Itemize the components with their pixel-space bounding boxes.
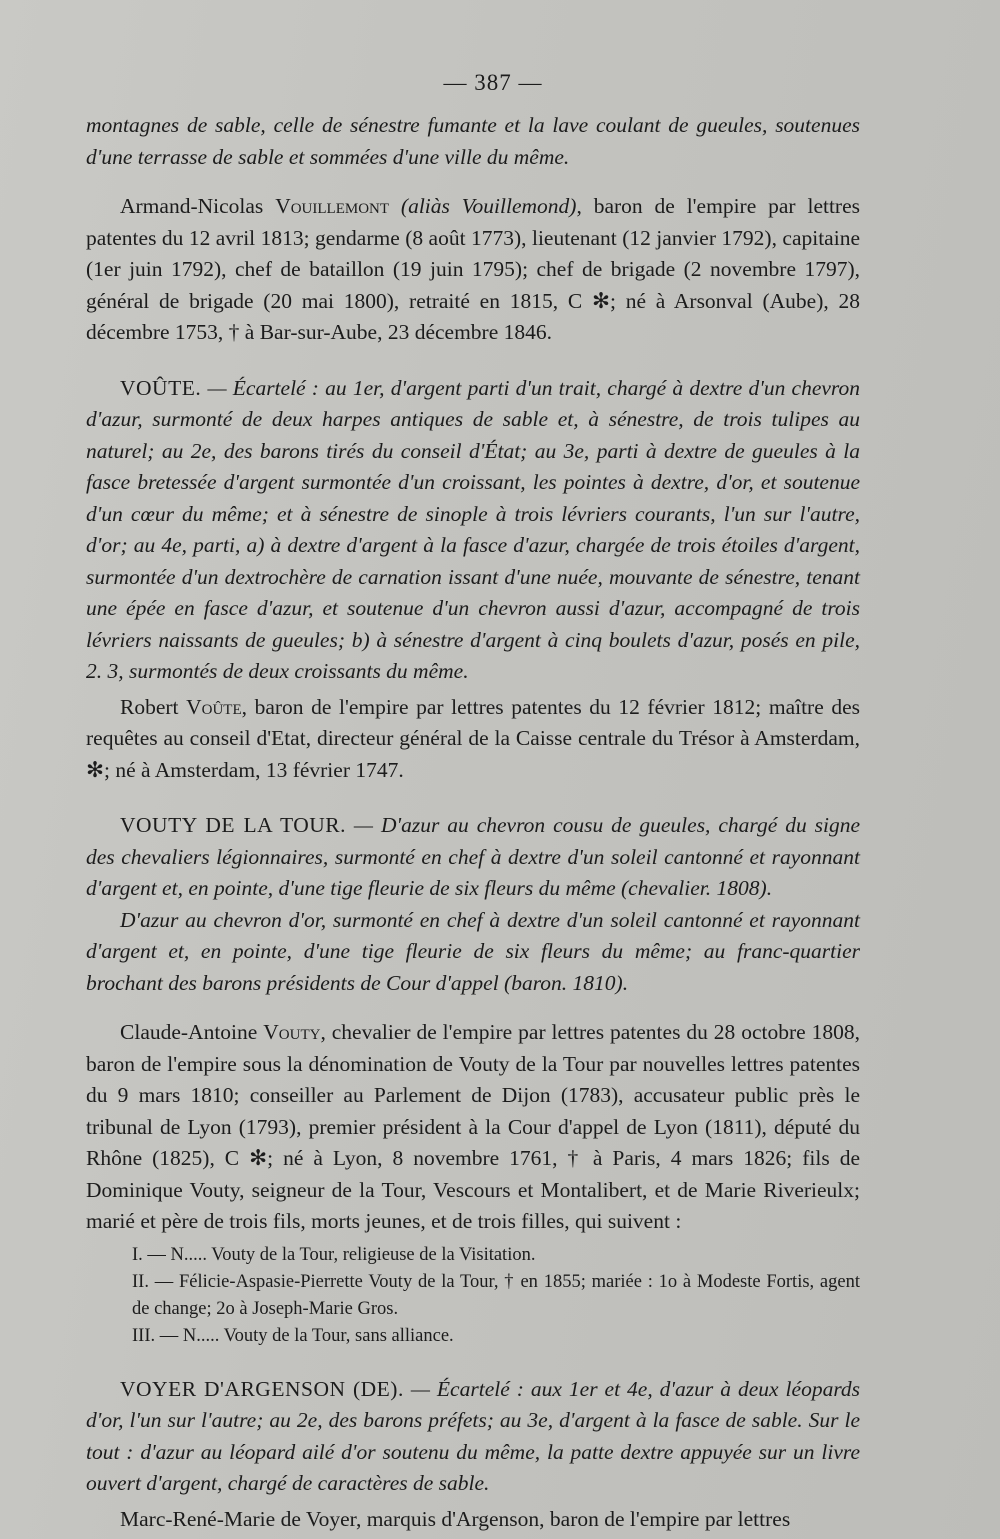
vouty-blazon-2: D'azur au chevron d'or, surmonté en chef à dextre d'un soleil cantonné et rayonnant d'argent et, en pointe, d'une tige fleurie de six fleurs du même; au franc-quartier brochant des barons présidents de Cour d'appel (baron. 1810). <box>86 907 860 995</box>
child-item: I. — N..... Vouty de la Tour, religieuse de la Visitation. <box>132 1244 536 1265</box>
voute-heading: VOÛTE. <box>120 375 202 400</box>
vouty-children-list <box>86 1242 860 1350</box>
vouty-person-surname: Vouty <box>263 1020 321 1044</box>
continuation-paragraph: montagnes de sable, celle de sénestre fumante et la lave coulant de gueules, soutenues d'une terrasse de sable et sommées d'une ville du même. <box>86 113 860 169</box>
vouty-person-first: Claude-Antoine <box>120 1020 258 1044</box>
vouillemont-name: Armand-Nicolas <box>120 194 264 218</box>
voute-person-first: Robert <box>120 694 179 719</box>
vouillemont-text: , baron de l'empire par lettres patentes du 12 avril 1813; gendarme (8 août 1773), lieutenant (12 janvier 1792), capitaine (1er juin 1792), chef de bataillon (19 juin 1795); chef de brigade (2 novembre 1797), général de brigade (20 mai 1800), retraité en 1815, C ✻; né à Arsonval (Aube), 28 décembre 1753, † à Bar-sur-Aube, 23 décembre 1846. <box>86 194 861 344</box>
voyer-person-paragraph: Marc-René-Marie de Voyer, marquis d'Argenson, baron de l'empire par lettres <box>120 1506 791 1531</box>
voute-person-text: , baron de l'empire par lettres patentes du 12 février 1812; maître des requêtes au conseil d'Etat, directeur général de la Caisse centrale du Trésor à Amsterdam, ✻; né à Amsterdam, 13 février 1747. <box>86 694 860 782</box>
voyer-blazon: — Écartelé : aux 1er et 4e, d'azur à deux léopards d'or, l'un sur l'autre; au 2e, des barons préfets; au 3e, d'argent à la fasce de sable. Sur le tout : d'azur au léopard ailé d'or soutenu du même, la patte dextre appuyée sur un livre ouvert d'argent, chargé de caractères de sable. <box>86 1376 861 1495</box>
voyer-heading: VOYER D'ARGENSON (DE). <box>120 1376 404 1401</box>
page-number: — 387 — <box>443 70 543 95</box>
voute-person-paragraph <box>86 692 860 787</box>
child-item: II. — Félicie-Aspasie-Pierrette Vouty de la Tour, † en 1855; mariée : 1o à Modeste Fortis, agent de change; 2o à Joseph-Marie Gros. <box>132 1271 860 1319</box>
voute-blazon-paragraph <box>86 373 860 688</box>
vouty-blazon-paragraph <box>86 810 860 905</box>
vouty-heading: VOUTY DE LA TOUR. <box>120 813 346 837</box>
vouty-person-paragraph <box>86 1017 860 1238</box>
vouty-person-text: , chevalier de l'empire par lettres patentes du 28 octobre 1808, baron de l'empire sous la dénomination de Vouty de la Tour par nouvelles lettres patentes du 9 mars 1810; conseiller au Parlement de Dijon (1783), accusateur public près le tribunal de Lyon (1793), premier président à la Cour d'appel de Lyon (1811), député du Rhône (1825), C ✻; né à Lyon, 8 novembre 1761, † à Paris, 4 mars 1826; fils de Dominique Vouty, seigneur de la Tour, Vescours et Montalibert, et de Marie Riverieulx; marié et père de trois fils, morts jeunes, et de trois filles, qui suivent : <box>86 1020 860 1233</box>
vouillemont-alias: (aliàs Vouillemond) <box>400 194 577 218</box>
vouty-blazon-1: — D'azur au chevron cousu de gueules, chargé du signe des chevaliers légionnaires, surmonté en chef à dextre d'un soleil cantonné et rayonnant d'argent et, en pointe, d'une tige fleurie de six fleurs du même (chevalier. 1808). <box>86 813 861 900</box>
child-item: III. — N..... Vouty de la Tour, sans alliance. <box>132 1325 454 1346</box>
vouillemont-surname: Vouillemont <box>275 194 390 218</box>
voute-person-surname: Voûte <box>186 694 242 719</box>
vouillemont-paragraph <box>86 191 860 349</box>
voyer-blazon-paragraph <box>86 1374 860 1500</box>
voute-blazon: — Écartelé : au 1er, d'argent parti d'un trait, chargé à dextre d'un chevron d'azur, surmonté de deux harpes antiques de sable et, à sénestre, de trois tulipes au naturel; au 2e, des barons tirés du conseil d'État; au 3e, parti à dextre de gueules à la fasce bretessée d'argent surmontée d'un croissant, les pointes à dextre, d'or, et soutenue d'un cœur du même; et à sénestre de sinople à trois lévriers courants, l'un sur l'autre, d'or; au 4e, parti, a) à dextre d'argent à la fasce d'azur, chargée de trois étoiles d'argent, surmontée d'un dextrochère de carnation issant d'une nuée, mouvante de sénestre, tenant une épée en fasce d'azur, et soutenue d'un chevron aussi d'azur, accompagné de trois lévriers naissants de gueules; b) à sénestre d'argent à cinq boulets d'azur, posés en pile, 2. 3, surmontés de deux croissants du même. <box>86 375 860 683</box>
